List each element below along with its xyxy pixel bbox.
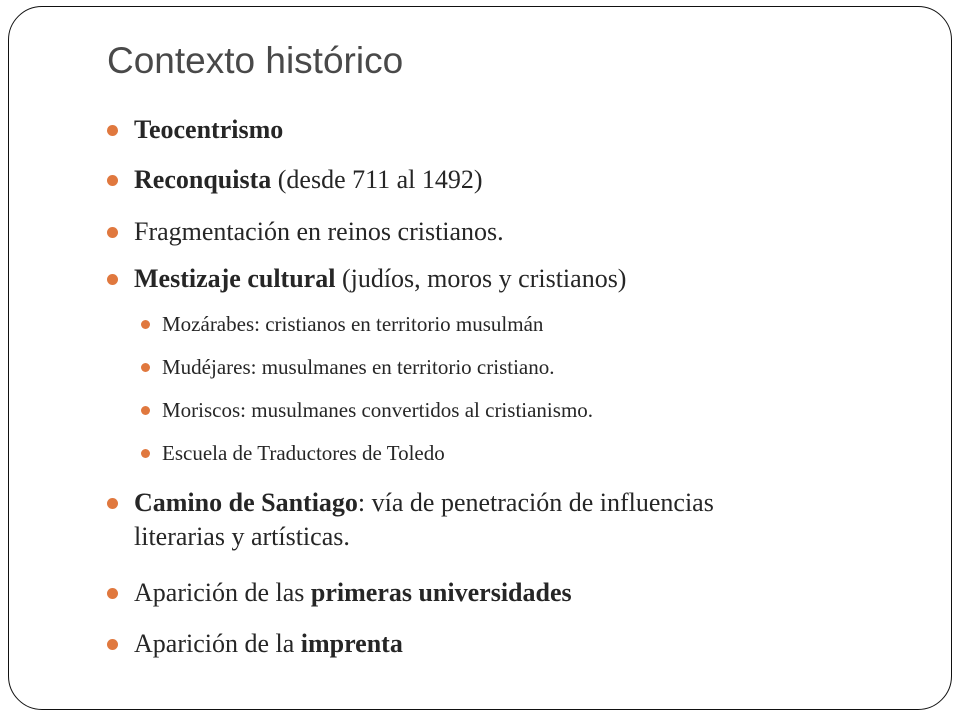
bullet-bold-text: Teocentrismo [134,115,284,144]
bullet-text: Fragmentación en reinos cristianos. [134,217,504,246]
subbullet-text: Mozárabes: cristianos en territorio musulmán [162,312,544,336]
bullet-text: (desde 711 al 1492) [271,165,483,194]
subbullet-text: Mudéjares: musulmanes en territorio cristiano. [162,355,555,379]
bullet-text: Aparición de las [134,578,311,607]
subbullet-text: Escuela de Traductores de Toledo [162,441,445,465]
bullet-reconquista [134,163,483,197]
subbullet-dot-icon [141,320,150,329]
bullet-text-continuation: literarias y artísticas. [134,522,350,551]
bullet-bold-text: primeras universidades [310,578,572,607]
bullet-bold-text: Reconquista [134,165,272,194]
subbullet-dot-icon [141,406,150,415]
bullet-bold-text: Camino de Santiago [134,488,358,517]
bullet-dot-icon [107,274,118,285]
subbullet-escuela-traductores [162,439,445,467]
subbullet-dot-icon [141,449,150,458]
bullet-universidades [134,576,572,610]
slide-title: Contexto histórico [107,40,404,81]
bullet-text: Aparición de la [134,629,301,658]
bullet-dot-icon [107,175,118,186]
bullet-bold-text: imprenta [300,629,403,658]
bullet-dot-icon [107,639,118,650]
subbullet-mudejares [162,353,554,381]
bullet-dot-icon [107,227,118,238]
bullet-text: : vía de penetración de influencias [357,488,714,517]
bullet-dot-icon [107,125,118,136]
bullet-imprenta [134,627,403,661]
bullet-camino-santiago [134,486,714,554]
subbullet-moriscos [162,396,593,424]
subbullet-mozarabes [162,310,543,338]
bullet-bold-text: Mestizaje cultural [134,264,336,293]
subbullet-dot-icon [141,363,150,372]
bullet-teocentrismo [134,113,283,147]
bullet-text: (judíos, moros y cristianos) [335,264,627,293]
bullet-mestizaje [134,262,626,296]
bullet-fragmentacion [134,215,504,249]
subbullet-text: Moriscos: musulmanes convertidos al cristianismo. [162,398,594,422]
bullet-dot-icon [107,588,118,599]
bullet-dot-icon [107,498,118,509]
